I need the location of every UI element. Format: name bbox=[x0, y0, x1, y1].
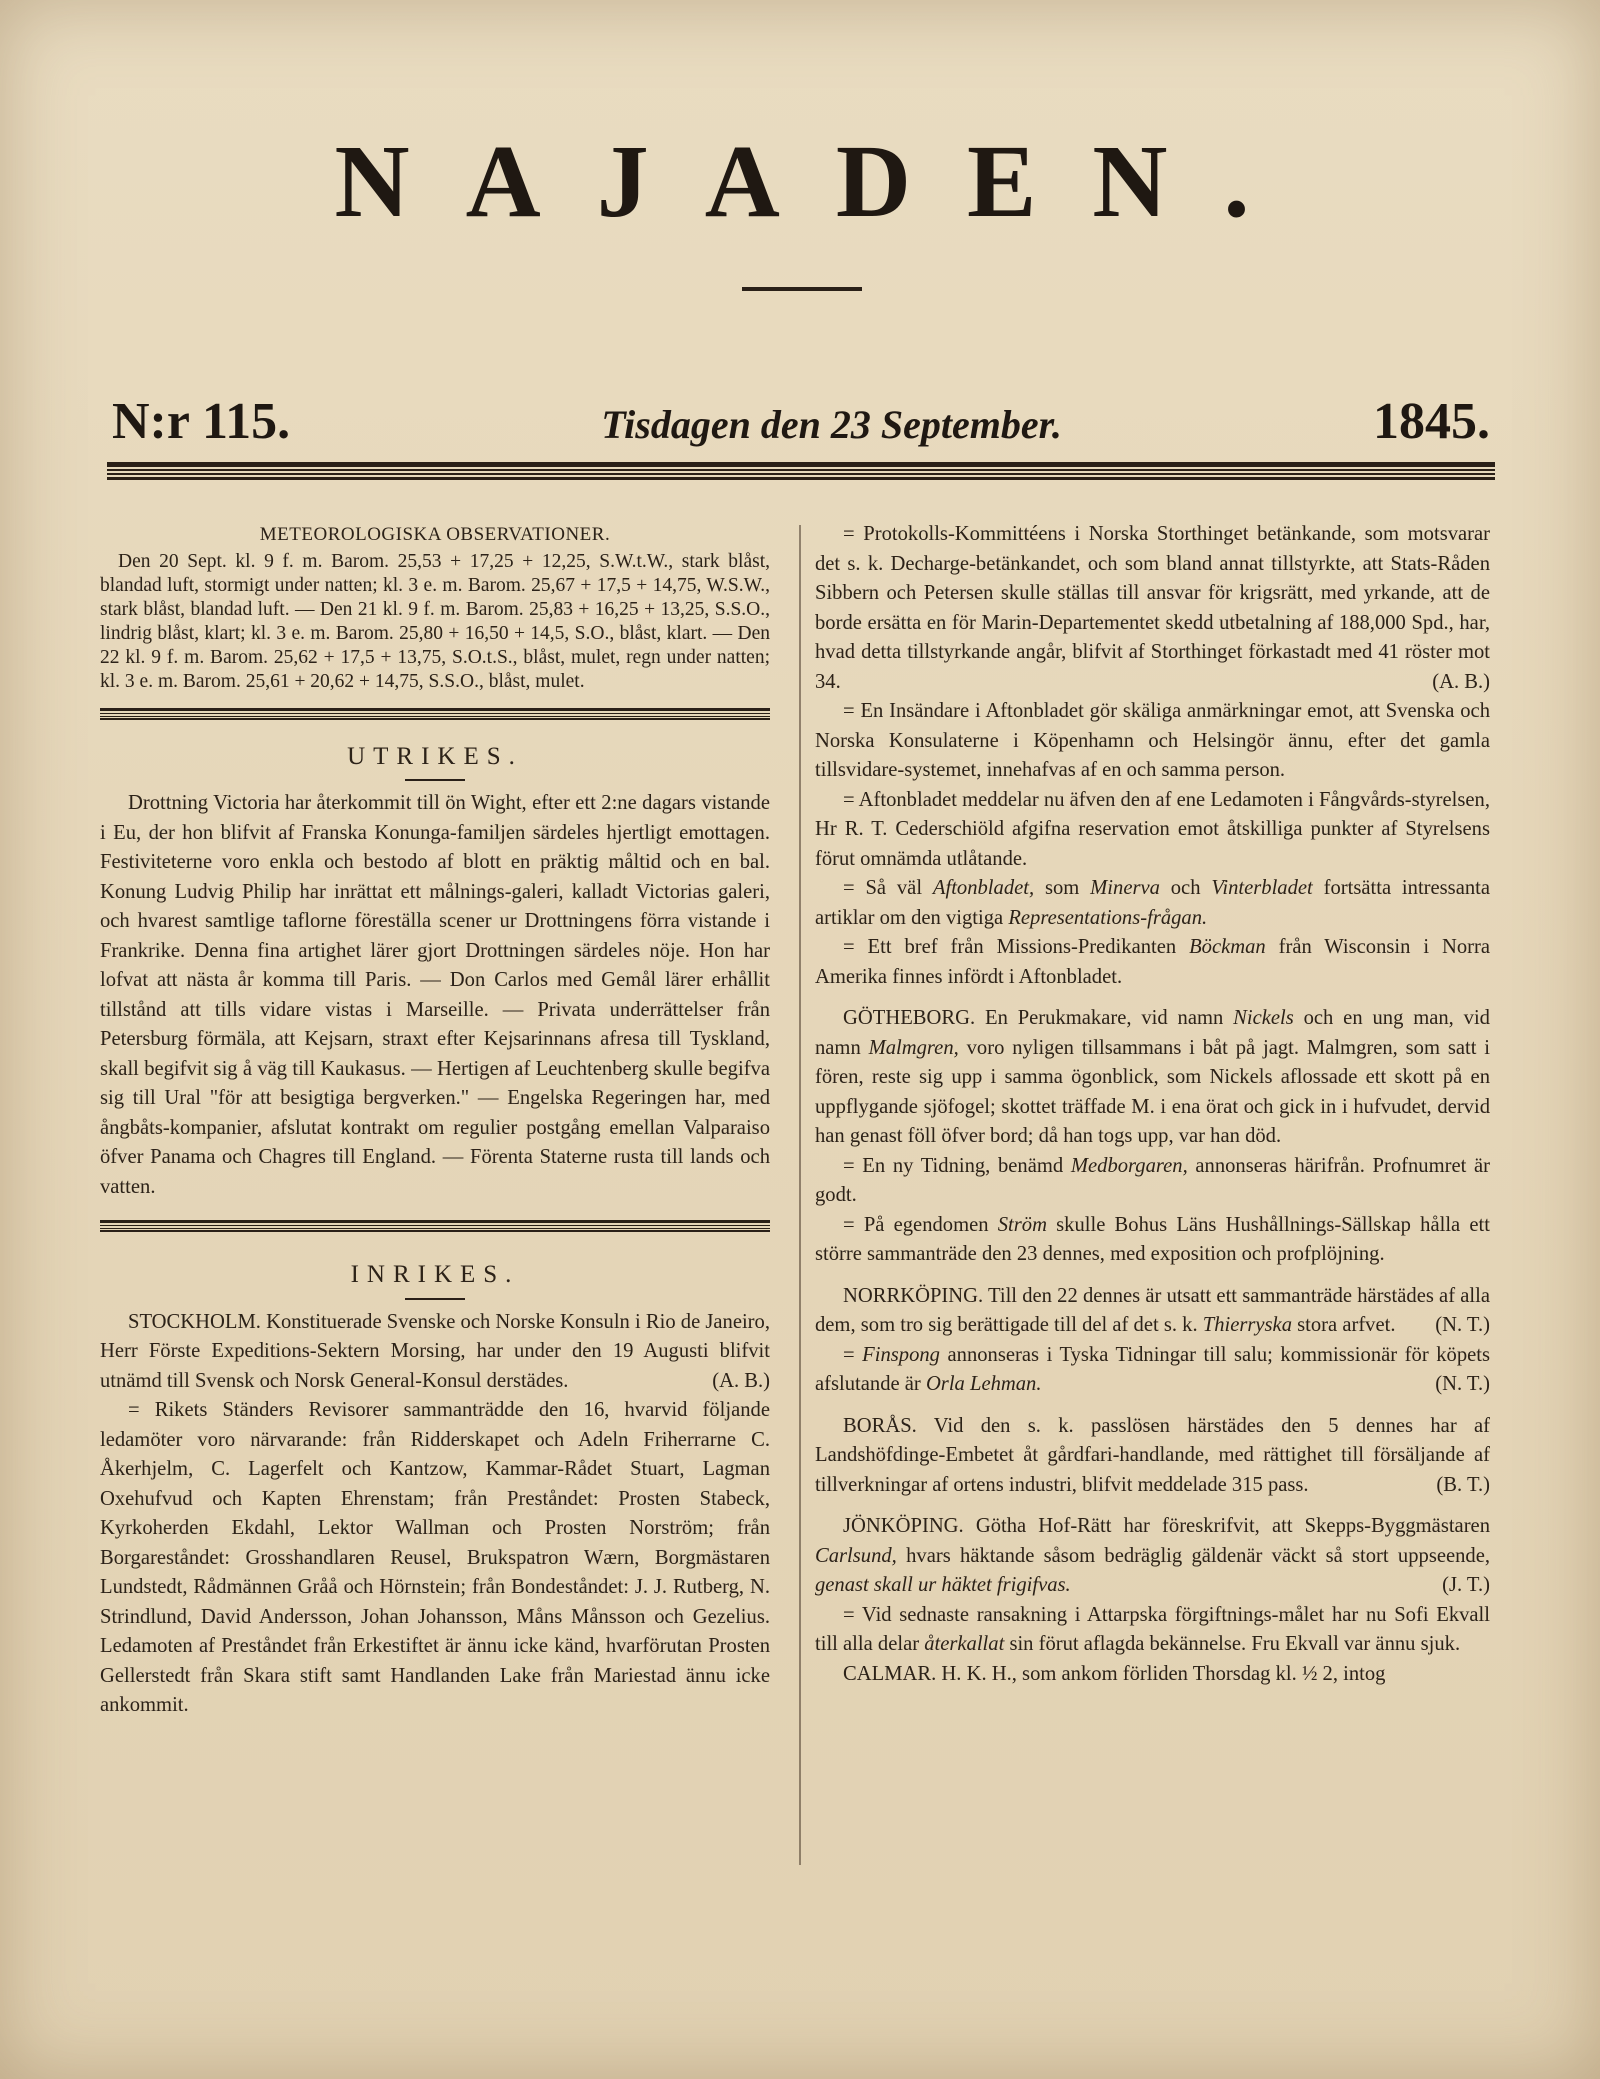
source-label: (A. B.) bbox=[1432, 670, 1490, 693]
article-gotheborg bbox=[815, 1004, 1490, 1152]
text-run: = En ny Tidning, benämd bbox=[843, 1154, 1071, 1177]
article-norrkoping bbox=[815, 1282, 1490, 1341]
article-text: STOCKHOLM. Konstituerade Svenske och Norske Konsuln i Rio de Janeiro, Herr Förste Expeditions-Sektern Morsing, har under den 19 Augusti blifvit utnämd till Svensk och Norsk General-Konsul derstädes. bbox=[100, 1310, 770, 1392]
text-run: fortsätta intressanta artiklar om den vigtiga bbox=[815, 877, 1490, 929]
article-stockholm bbox=[100, 1308, 770, 1397]
italic-run: Böckman bbox=[1189, 936, 1266, 958]
left-column bbox=[100, 520, 770, 1721]
italic-run: Malmgren, bbox=[868, 1036, 959, 1059]
italic-run: genast skall ur häktet frigifvas. bbox=[815, 1574, 1071, 1596]
text-run: som bbox=[1034, 877, 1091, 899]
article-finspong bbox=[815, 1341, 1490, 1400]
masthead-rule bbox=[742, 287, 862, 291]
italic-run: Representations-frågan. bbox=[1008, 906, 1208, 929]
source-label: (B. T.) bbox=[1436, 1473, 1490, 1496]
utrikes-text: Drottning Victoria har återkommit till ön Wight, efter ett 2:ne dagars vistande i Eu, der hon blifvit af Franska Konunga-familjen särdeles hjertligt emottagen. Festiviteterne voro enkla och bestodo af blott en präktig måltid och en bal. Konung Ludvig Philip har inrättat ett målnings-galeri, kalladt Victorias galeri, och hvarest samtlige taflorne föreställa scener ur Drottningens förra vistande i Frankrike. Denna fina artighet lärer gjort Drottningen särdeles nöje. Hon har lofvat att nästa år komma till Paris. — Don Carlos med Gemål lärer erhållit tillstånd att tills vidare vistas i Marseille. — Privata underrättelser från Petersburg förmäla, att Kejsarn, straxt efter Kejsarinnans afresa till Tyskland, skall begifvit sig å väg till Kaukasus. — Hertigen af Leuchtenberg skulle begifva sig till Ural "för att besigtiga bergverken." — Engelska Regeringen har, med ångbåts-kompanier, afslutat kontrakt om regulier postgång emellan Valparaiso öfver Panama och Chagres till England. — Förenta Staterne rusta till lands och vatten. bbox=[100, 792, 770, 1198]
source-label: (A. B.) bbox=[712, 1369, 770, 1392]
source-label: (N. T.) bbox=[1435, 1314, 1490, 1336]
text-run: = Vid sednaste ransakning i Attarpska förgiftnings-målet har nu Sofi Ekvall till alla delar bbox=[815, 1603, 1490, 1655]
right-column bbox=[815, 520, 1490, 1689]
article-text: BORÅS. Vid den s. k. passlösen härstädes den 5 dennes har af Landshöfdinge-Embetet åt gårdfari-handlande, med rättighet till försäljande af tillverkningar af ortens industri, blifvit meddelade 315 pass. bbox=[815, 1414, 1490, 1496]
issue-number: N:r 115. bbox=[112, 393, 291, 450]
article-medborgaren bbox=[815, 1152, 1490, 1211]
article-bockman bbox=[815, 933, 1490, 992]
italic-run: Orla Lehman. bbox=[925, 1373, 1042, 1395]
text-run: voro nyligen tillsammans i båt på jagt. Malmgren, som satt i fören, reste sig upp i samma ögonblick, som Nickels aflossade ett skott på en uppflygande sjöfogel; skottet träffade M. i ena örat och gick in i hufvudet, dervid han genast föll öfver bord; då han togs upp, var han död. bbox=[815, 1036, 1490, 1147]
article-boras bbox=[815, 1412, 1490, 1501]
meteo-section bbox=[100, 550, 770, 694]
italic-run: Carlsund, bbox=[815, 1544, 897, 1567]
source-label: (J. T.) bbox=[1442, 1574, 1490, 1596]
text-run: stora arfvet. bbox=[1292, 1314, 1396, 1336]
spacer bbox=[815, 1270, 1490, 1282]
italic-run: Nickels bbox=[1233, 1007, 1294, 1029]
italic-run: Ström bbox=[997, 1213, 1047, 1236]
article-storthinget bbox=[815, 520, 1490, 697]
article-calmar: CALMAR. H. K. H., som ankom förliden Thorsdag kl. ½ 2, intog bbox=[843, 1662, 1386, 1685]
article-attarp bbox=[815, 1601, 1490, 1660]
article-revisorer: = Rikets Ständers Revisorer sammanträdde den 16, hvarvid följande ledamöter voro närvarande: från Ridderskapet och Adeln Friherrarne C. Åkerhjelm, C. Lagerfelt och Kantzow, Kammar-Rådet Stuart, Lagman Oxehufvud och Kapten Ehrenstam; från Preståndet: Prosten Stabeck, Kyrkoherden Ekdahl, Lektor Wallman och Prosten Norström; från Borgareståndet: Grosshandlaren Reusel, Brukspatron Wærn, Borgmästaren Lundstedt, Rådmännen Gråå och Hörnstein; från Bondeståndet: J. J. Rutberg, N. Strindlund, David Andersson, Johan Johansson, Måns Månsson och Gezelius. Ledamoten af Preståndet från Erkestiftet är ännu icke känd, hvarförutan Prosten Gellerstedt från Skara stift samt Handlanden Lake från Mariestad ännu icke ankommit. bbox=[100, 1399, 770, 1716]
italic-run: återkallat bbox=[924, 1633, 1005, 1655]
italic-run: Medborgaren, bbox=[1070, 1154, 1188, 1177]
text-run: = På egendomen bbox=[843, 1213, 998, 1236]
spacer bbox=[815, 992, 1490, 1004]
spacer bbox=[815, 1500, 1490, 1512]
issue-date: Tisdagen den 23 September. bbox=[601, 402, 1062, 447]
text-run: och en ung man, vid namn bbox=[815, 1007, 1490, 1059]
article-jonkoping bbox=[815, 1512, 1490, 1601]
header-rule bbox=[107, 462, 1495, 480]
italic-run: Thierryska bbox=[1202, 1314, 1292, 1336]
section-rule bbox=[100, 1220, 770, 1232]
italic-run: Finspong bbox=[862, 1343, 940, 1366]
article-fangvard: = Aftonbladet meddelar nu äfven den af ene Ledamoten i Fångvårds-styrelsen, Hr R. T. Cederschiöld afgifna reservation emot åtskilliga punkter af Styrelsens förut omnämda utlåtande. bbox=[815, 788, 1490, 870]
meteo-text: Den 20 Sept. kl. 9 f. m. Barom. 25,53 + 17,25 + 12,25, S.W.t.W., stark blåst, blandad luft, stormigt under natten; kl. 3 e. m. Barom. 25,67 + 17,5 + 14,75, W.S.W., stark blåst, blandad luft. — Den 21 kl. 9 f. m. Barom. 25,83 + 16,25 + 13,25, S.S.O., lindrig blåst, klart; kl. 3 e. m. Barom. 25,80 + 16,50 + 14,5, S.O., blåst, klart. — Den 22 kl. 9 f. m. Barom. 25,62 + 17,5 + 13,75, S.O.t.S., blåst, mulet, regn under natten; kl. 3 e. m. Barom. 25,61 + 20,62 + 14,75, S.S.O., blåst, mulet. bbox=[100, 550, 770, 692]
meteo-title: METEOROLOGISKA OBSERVATIONER. bbox=[259, 524, 611, 545]
text-run: och bbox=[1159, 877, 1212, 899]
source-label: (N. T.) bbox=[1435, 1373, 1490, 1395]
text-run: GÖTHEBORG. En Perukmakare, vid namn bbox=[843, 1007, 1234, 1029]
issue-line bbox=[112, 392, 1490, 452]
article-text: = Protokolls-Kommittéens i Norska Storthinget betänkande, som motsvarar det s. k. Decharge-betänkandet, och som bland annat tillstyrkte, att Stats-Råden Sibbern och Petersen skulle ställas till ansvar för krigsrätt, med yrkande, att de borde ersätta en för Marin-Departementet skedd utbetalning af 188,000 Spd., har, hvad detta tillstyrkande angår, blifvit af Storthinget förkastadt med 41 röster mot 34. bbox=[815, 523, 1490, 693]
issue-year: 1845. bbox=[1373, 393, 1490, 450]
spacer bbox=[815, 1400, 1490, 1412]
utrikes-title: UTRIKES. bbox=[347, 742, 523, 770]
article-representation bbox=[815, 874, 1490, 933]
italic-run: Minerva bbox=[1090, 877, 1160, 899]
text-run: = Ett bref från Missions-Predikanten bbox=[843, 936, 1190, 958]
text-run: från Wisconsin i Norra Amerika finnes infördt i Aftonbladet. bbox=[815, 936, 1490, 988]
article-konsulater: = En Insändare i Aftonbladet gör skäliga anmärkningar emot, att Svenska och Norska Konsulaterne i Köpenhamn och Helsingör ännu, efter det gamla tillsvidare-systemet, innehafvas af en och samma person. bbox=[815, 700, 1490, 781]
column-divider bbox=[799, 525, 801, 1865]
text-run: JÖNKÖPING. Götha Hof-Rätt har föreskrifvit, att Skepps-Byggmästaren bbox=[843, 1515, 1490, 1537]
section-rule bbox=[100, 708, 770, 720]
text-run: hvars häktande såsom bedräglig gäldenär väckt så stort uppseende, bbox=[896, 1544, 1490, 1567]
text-run: skulle Bohus Läns Hushållnings-Sällskap hålla ett större sammanträde den 23 dennes, med exposition och profplöjning. bbox=[815, 1213, 1490, 1265]
title-rule bbox=[405, 1298, 465, 1300]
text-run: NORRKÖPING. Till den 22 dennes är utsatt ett sammanträde härstädes af alla dem, som tro sig berättigade till del af det s. k. bbox=[815, 1284, 1490, 1336]
masthead-title: NAJADEN. bbox=[334, 124, 1306, 239]
title-rule bbox=[405, 779, 465, 781]
italic-run: Aftonbladet, bbox=[932, 877, 1035, 899]
text-run: annonseras härifrån. Profnumret är godt. bbox=[815, 1154, 1490, 1206]
article-strom bbox=[815, 1211, 1490, 1270]
inrikes-title: INRIKES. bbox=[350, 1261, 520, 1288]
text-run: = Så väl bbox=[843, 877, 933, 899]
italic-run: Vinterbladet bbox=[1211, 877, 1313, 899]
text-run: annonseras i Tyska Tidningar till salu; kommissionär för köpets afslutande är bbox=[815, 1343, 1490, 1395]
text-run: sin förut aflagda bekännelse. Fru Ekvall var ännu sjuk. bbox=[1004, 1633, 1461, 1655]
text-run: = bbox=[843, 1343, 863, 1366]
